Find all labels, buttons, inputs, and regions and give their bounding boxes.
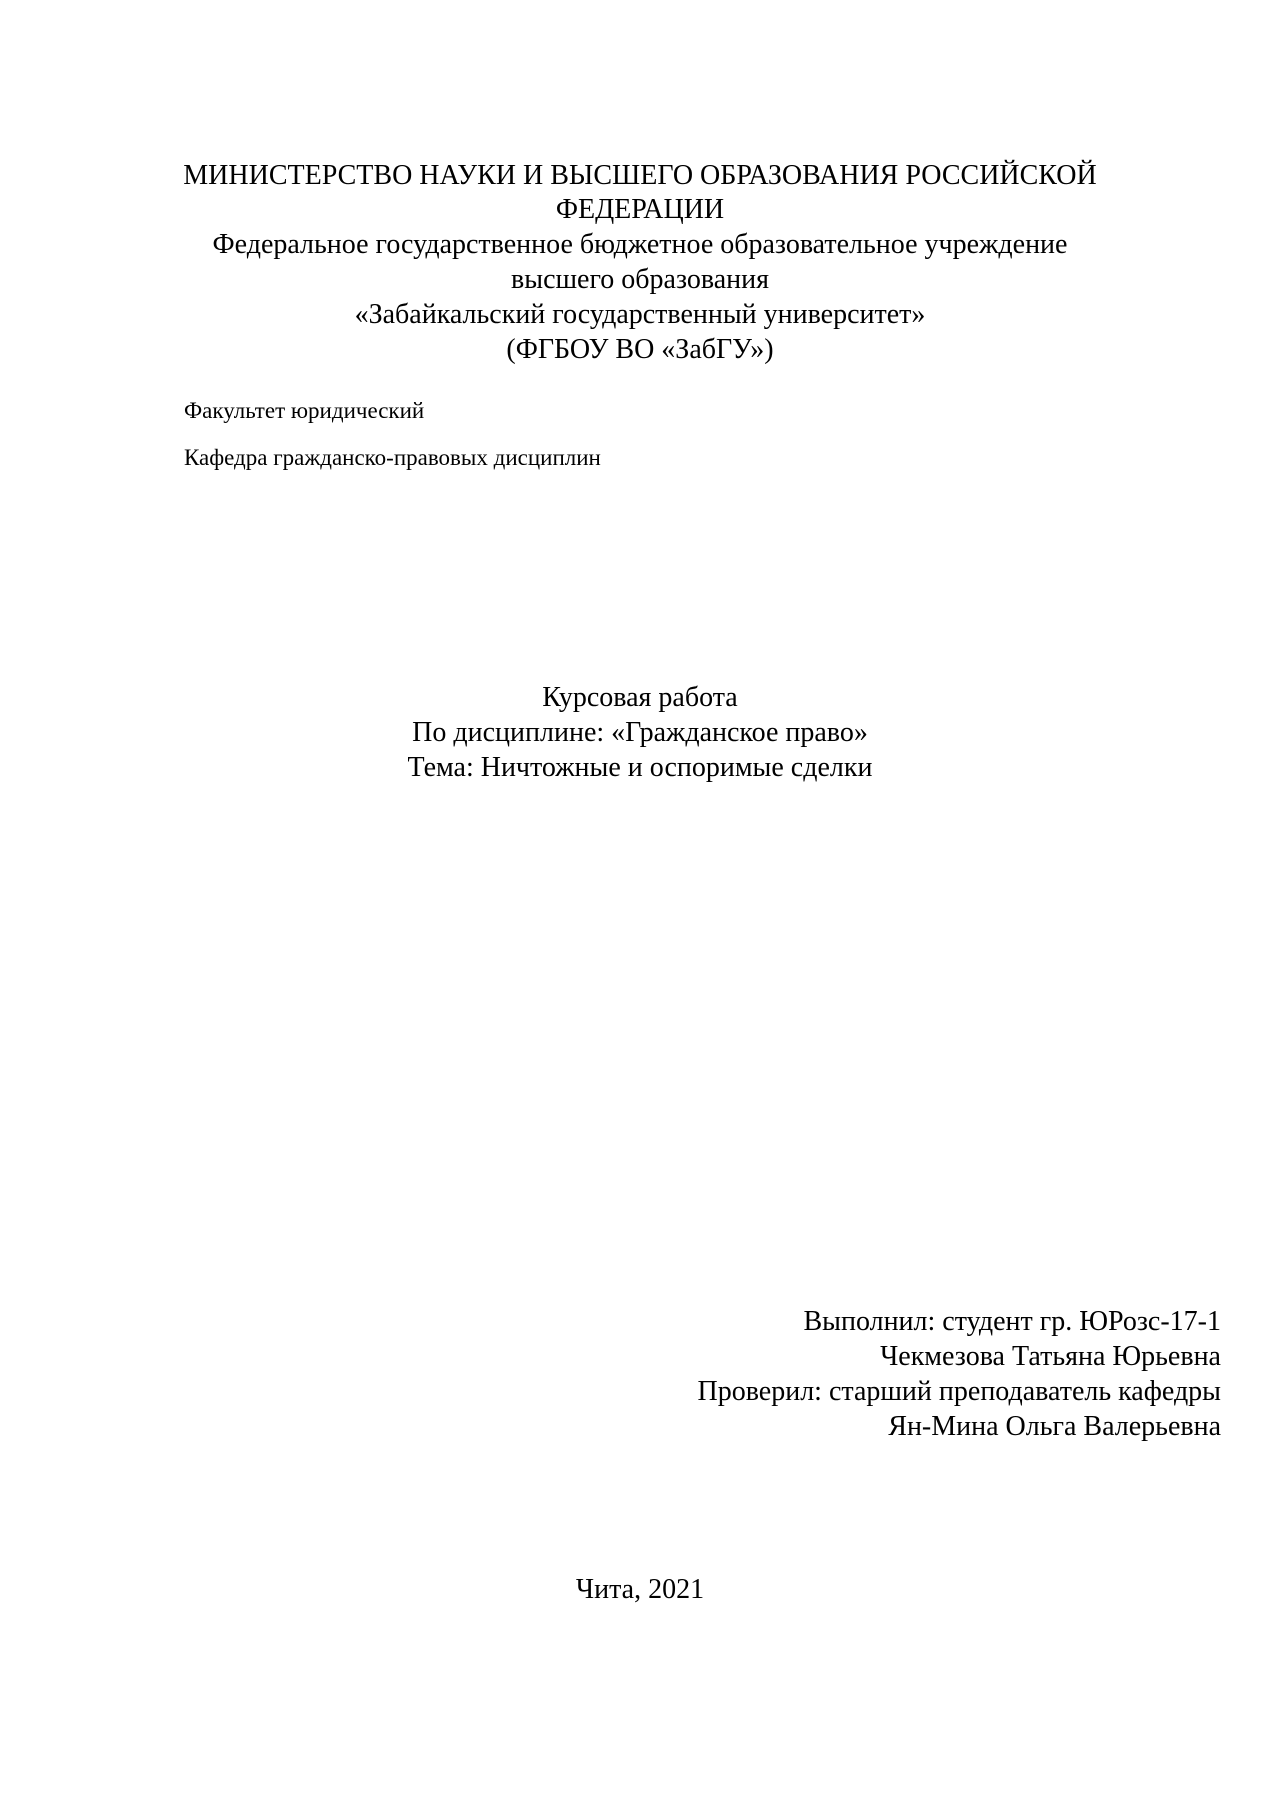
university-abbreviation: (ФГБОУ ВО «ЗабГУ»): [506, 334, 774, 365]
student-name: Чекмезова Татьяна Юрьевна: [880, 1341, 1221, 1372]
chair-line: Кафедра гражданско-правовых дисциплин: [184, 445, 601, 470]
university-name: «Забайкальский государственный университет»: [354, 299, 926, 330]
teacher-name: Ян-Мина Ольга Валерьевна: [888, 1411, 1221, 1442]
institution-type-line-1: Федеральное государственное бюджетное образовательное учреждение: [212, 229, 1068, 260]
work-type: Курсовая работа: [542, 682, 738, 713]
discipline-line: По дисциплине: «Гражданское право»: [412, 717, 868, 748]
topic-line: Тема: Ничтожные и оспоримые сделки: [407, 752, 873, 783]
performed-by-line: Выполнил: студент гр. ЮРозс-17-1: [803, 1306, 1221, 1337]
city-year: Чита, 2021: [575, 1574, 705, 1605]
ministry-line-2: ФЕДЕРАЦИИ: [555, 194, 725, 225]
checked-by-line: Проверил: старший преподаватель кафедры: [697, 1376, 1221, 1407]
institution-type-line-2: высшего образования: [511, 264, 769, 295]
faculty-line: Факультет юридический: [184, 398, 425, 423]
ministry-line-1: МИНИСТЕРСТВО НАУКИ И ВЫСШЕГО ОБРАЗОВАНИЯ РОССИЙСКОЙ: [183, 160, 1097, 191]
